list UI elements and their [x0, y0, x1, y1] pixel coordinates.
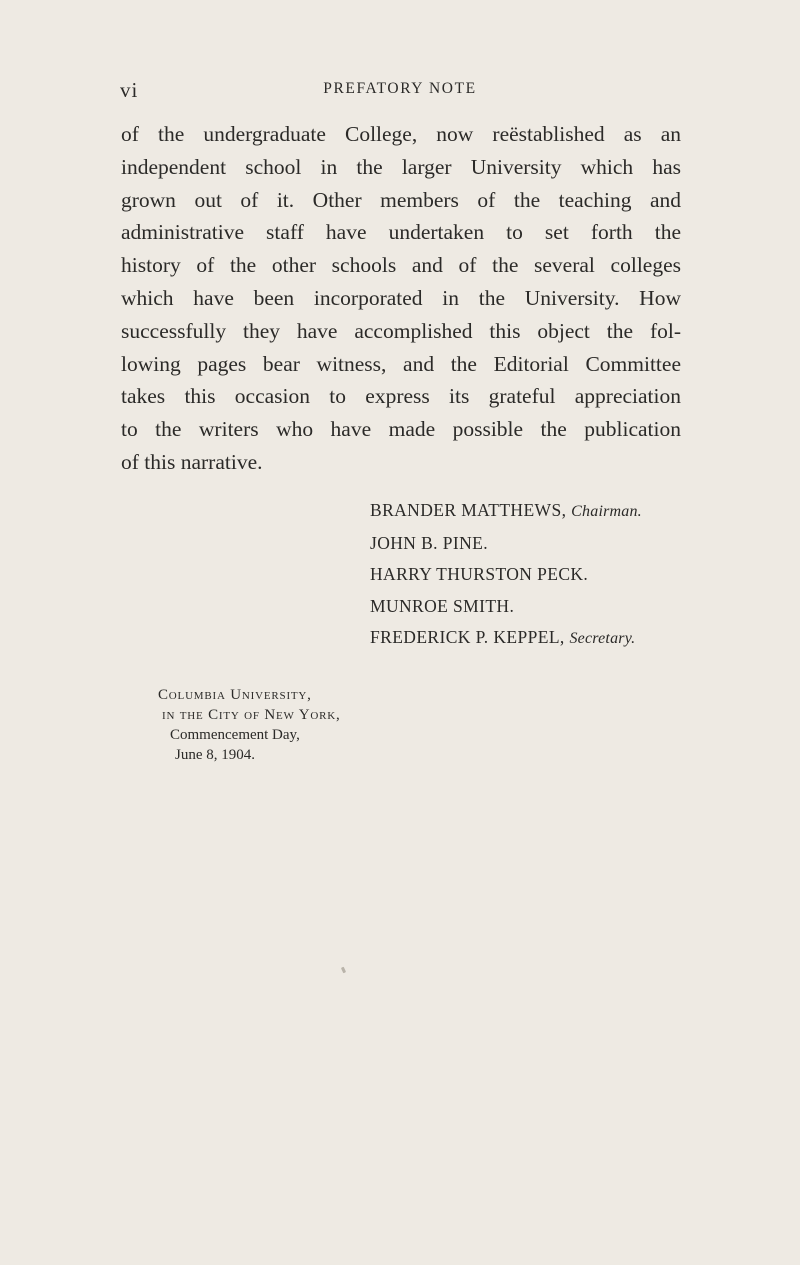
signatory	[370, 591, 642, 623]
text-line: lowing pages bear witness, and the Editorial Committee	[121, 351, 681, 376]
prefatory-note-text	[121, 118, 681, 479]
text-line: grown out of it. Other members of the teaching and	[121, 187, 681, 212]
dateline-date: June 8, 1904.	[175, 747, 255, 763]
running-head	[120, 78, 680, 104]
text-line: independent school in the larger University which has	[121, 154, 681, 179]
dateline-occasion: Commencement Day,	[170, 727, 300, 743]
signatory	[370, 495, 642, 528]
text-line: of this narrative.	[121, 449, 263, 474]
signatory-role: Chairman.	[571, 503, 642, 520]
text-line: history of the other schools and of the several colleges	[121, 253, 681, 278]
running-title: PREFATORY NOTE	[323, 80, 477, 97]
text-line: of the undergraduate College, now reëstablished as an	[121, 122, 681, 146]
dateline-institution: Columbia University,	[158, 687, 312, 703]
text-line: takes this occasion to express its grateful appreciation	[121, 384, 681, 409]
text-line: administrative staff have undertaken to set forth the	[121, 220, 681, 245]
page-number: vi	[120, 78, 139, 102]
signatory-role: Secretary.	[569, 630, 636, 648]
signatory-name: MUNROE SMITH.	[370, 595, 515, 616]
text-line: to the writers who have made possible the publication	[121, 417, 681, 442]
signatory	[370, 528, 642, 560]
dateline-city: in the City of New York,	[162, 707, 341, 723]
signatory-name: FREDERICK P. KEPPEL,	[370, 627, 565, 648]
paper-speck	[341, 967, 346, 974]
signatory	[370, 622, 642, 655]
signatory	[370, 559, 642, 591]
committee-signatures	[370, 495, 642, 655]
signatory-name: HARRY THURSTON PECK.	[370, 564, 589, 585]
text-line: which have been incorporated in the University. How	[121, 285, 681, 310]
signatory-name: JOHN B. PINE.	[370, 532, 488, 553]
text-line: successfully they have accomplished this object the fol-	[121, 318, 681, 343]
signatory-name: BRANDER MATTHEWS,	[370, 500, 567, 520]
dateline	[158, 685, 341, 765]
